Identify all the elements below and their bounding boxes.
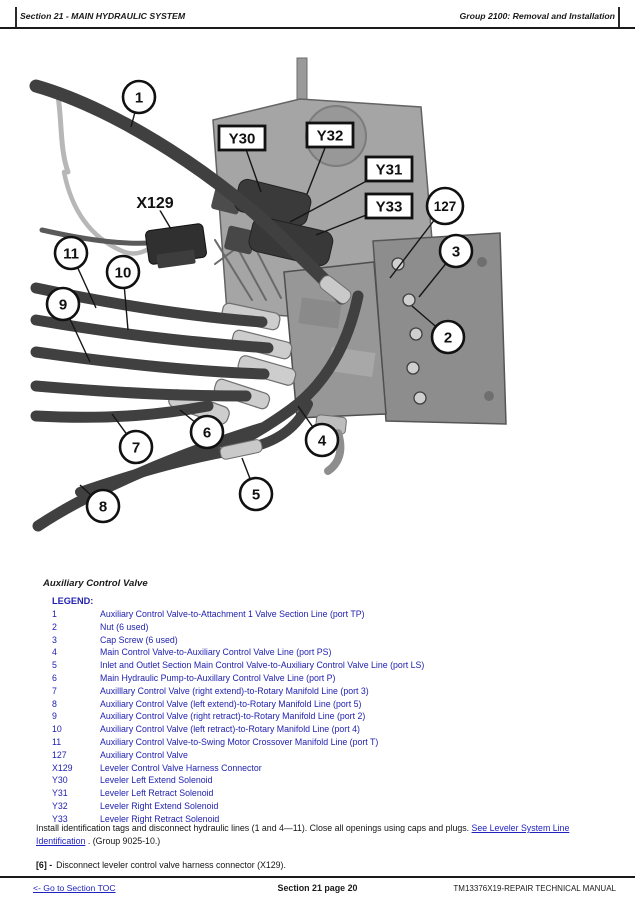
legend-row <box>52 698 612 711</box>
legend-row-text: Nut (6 used) <box>100 621 149 632</box>
leveler-line-identification-link[interactable]: See Leveler System Line Identification <box>36 823 570 847</box>
legend-row-key: 8 <box>52 698 57 709</box>
figure-auxiliary-control-valve <box>0 36 635 576</box>
legend-row <box>52 646 612 659</box>
svg-text:Y32: Y32 <box>316 127 344 145</box>
step-text: Disconnect leveler control valve harness connector (X129). <box>56 860 286 870</box>
callout-Y32 <box>307 123 353 147</box>
callout-4 <box>306 424 338 456</box>
legend-row-text: Auxiliary Control Valve (left extend)-to-Rotary Manifold Line (port 5) <box>100 698 362 709</box>
callout-7 <box>120 431 152 463</box>
legend-row-key: Y31 <box>52 788 68 799</box>
legend-rows <box>52 608 612 826</box>
callout-Y33 <box>366 194 412 218</box>
legend-row-text: Leveler Right Retract Solenoid <box>100 813 220 824</box>
header-right-tick <box>618 7 620 28</box>
callout-X129 <box>136 195 173 212</box>
legend-row-key: 10 <box>52 724 62 735</box>
legend-row-text: Auxiliary Control Valve-to-Attachment 1 Valve Section Line (port TP) <box>100 609 365 619</box>
figure-canvas <box>0 36 635 576</box>
legend-row-key: 4 <box>52 647 57 658</box>
footer-rule <box>0 876 635 878</box>
svg-text:4: 4 <box>317 432 327 450</box>
legend-row-key: 7 <box>52 685 57 696</box>
legend-row <box>52 621 612 634</box>
legend-row-key: 11 <box>52 736 62 747</box>
legend-row-key: X129 <box>52 762 73 773</box>
note-text-before-link: Install identification tags and disconnect hydraulic lines (1 and 4—11). Close all openings using caps and plugs. <box>36 823 472 833</box>
legend-row-key: 1 <box>52 609 57 619</box>
legend-title: LEGEND: <box>52 596 94 606</box>
svg-text:127: 127 <box>433 198 457 214</box>
svg-text:5: 5 <box>251 486 261 504</box>
legend-row-key: 5 <box>52 660 57 671</box>
legend-row-text: Auxiliary Control Valve <box>100 749 188 760</box>
go-to-section-toc-link[interactable]: <- Go to Section TOC <box>33 883 116 893</box>
step-6-instruction <box>36 860 286 870</box>
step-number: [6] - <box>36 860 53 870</box>
legend-row-key: 3 <box>52 634 57 645</box>
svg-text:3: 3 <box>451 243 461 261</box>
legend-row-text: Leveler Control Valve Harness Connector <box>100 762 262 773</box>
legend-row <box>52 685 612 698</box>
svg-text:7: 7 <box>131 439 141 457</box>
svg-text:10: 10 <box>114 264 132 282</box>
legend-row-text: Main Control Valve-to-Auxiliary Control Valve Line (port PS) <box>100 647 332 658</box>
svg-text:6: 6 <box>202 424 212 442</box>
legend-row-key: Y33 <box>52 813 68 824</box>
svg-text:Y31: Y31 <box>375 161 403 179</box>
callout-6 <box>191 416 223 448</box>
legend-row-key: 2 <box>52 621 57 632</box>
header-left-tick <box>15 7 17 28</box>
legend-row-text: Auxiliary Control Valve (left retract)-to-Rotary Manifold Line (port 4) <box>100 724 360 735</box>
legend-row <box>52 800 612 813</box>
legend-row-text: Leveler Left Extend Solenoid <box>100 775 213 786</box>
legend-row-text: Main Hydraulic Pump-to-Auxillary Control Valve Line (port P) <box>100 672 336 683</box>
header-group-title: Group 2100: Removal and Installation <box>459 11 615 21</box>
legend-row-text: Auxilllary Control Valve (right extend)-to-Rotary Manifold Line (port 3) <box>100 685 369 696</box>
callout-8 <box>87 490 119 522</box>
callout-2 <box>432 321 464 353</box>
callout-11 <box>55 237 87 269</box>
legend-row <box>52 787 612 800</box>
legend-row-key: Y30 <box>52 775 68 786</box>
svg-text:11: 11 <box>63 245 79 263</box>
callout-9 <box>47 288 79 320</box>
callout-1 <box>123 81 155 113</box>
callout-127 <box>427 188 463 224</box>
legend-row-key: 6 <box>52 672 57 683</box>
callout-5 <box>240 478 272 510</box>
svg-text:9: 9 <box>58 296 68 314</box>
legend-block <box>52 596 612 826</box>
legend-row-text: Cap Screw (6 used) <box>100 634 178 645</box>
legend-row <box>52 762 612 775</box>
legend-row-key: 127 <box>52 749 67 760</box>
legend-row-key: 9 <box>52 711 57 722</box>
header-rule <box>0 27 635 29</box>
legend-row <box>52 672 612 685</box>
callout-3 <box>440 235 472 267</box>
svg-text:Y33: Y33 <box>375 198 403 216</box>
svg-text:Y30: Y30 <box>228 130 256 148</box>
legend-row <box>52 659 612 672</box>
legend-row-text: Inlet and Outlet Section Main Control Valve-to-Auxiliary Control Valve Line (port LS) <box>100 660 425 671</box>
legend-row <box>52 710 612 723</box>
footer-manual-id: TM13376X19-REPAIR TECHNICAL MANUAL <box>453 884 616 893</box>
svg-text:2: 2 <box>443 329 453 347</box>
legend-row <box>52 608 612 621</box>
legend-row-text: Auxiliary Control Valve-to-Swing Motor Crossover Manifold Line (port T) <box>100 736 379 747</box>
valve-assembly-illustration <box>36 58 506 526</box>
legend-row-text: Leveler Right Extend Solenoid <box>100 800 219 811</box>
svg-text:1: 1 <box>134 89 144 107</box>
callout-Y30 <box>219 126 265 150</box>
legend-row-text: Auxiliary Control Valve (right retract)-to-Rotary Manifold Line (port 2) <box>100 711 366 722</box>
legend-row <box>52 723 612 736</box>
note-text-after-link: . (Group 9025-10.) <box>85 836 161 847</box>
footer-page-indicator: Section 21 page 20 <box>277 883 358 893</box>
callout-10 <box>107 256 139 288</box>
legend-row-key: Y32 <box>52 800 68 811</box>
legend-row <box>52 634 612 647</box>
legend-row-text: Leveler Left Retract Solenoid <box>100 788 214 799</box>
callout-Y31 <box>366 157 412 181</box>
svg-text:X129: X129 <box>136 194 174 212</box>
legend-row <box>52 749 612 762</box>
figure-caption: Auxiliary Control Valve <box>43 578 148 589</box>
svg-text:8: 8 <box>98 498 108 516</box>
header-section-title: Section 21 - MAIN HYDRAULIC SYSTEM <box>20 11 186 21</box>
install-note-paragraph <box>36 822 599 849</box>
legend-row <box>52 774 612 787</box>
legend-row <box>52 736 612 749</box>
